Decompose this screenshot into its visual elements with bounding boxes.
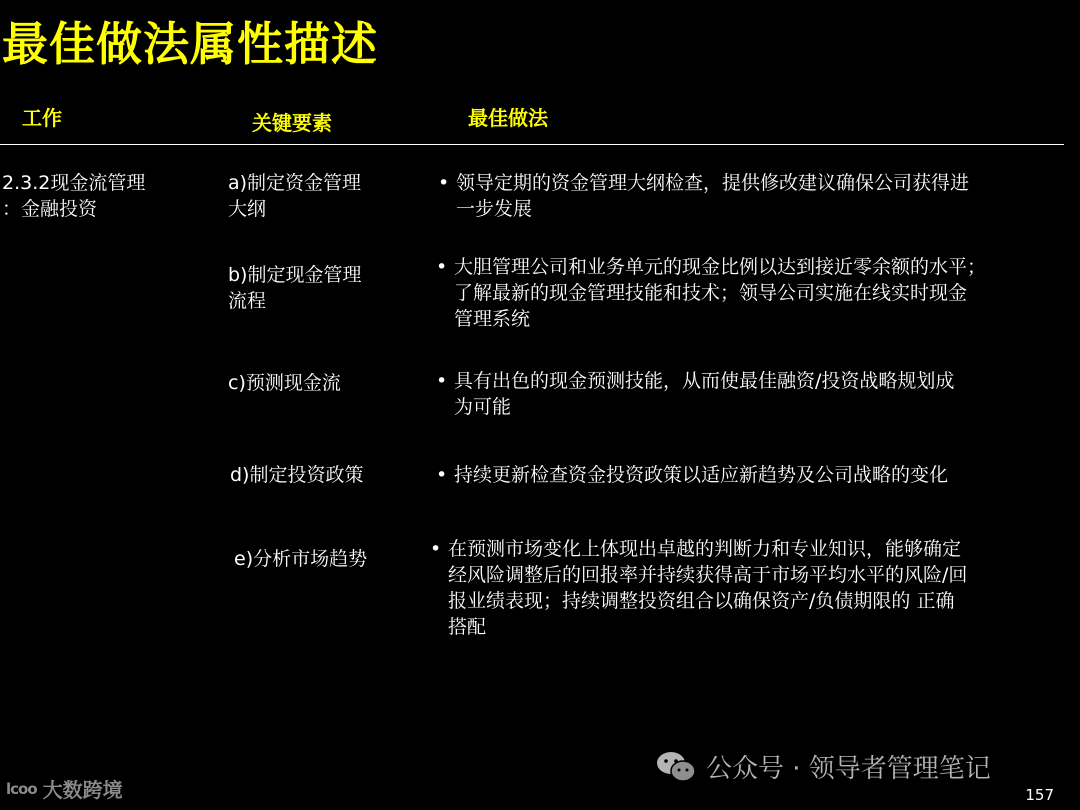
key-element-d [230,462,410,488]
key-element-e [234,546,414,572]
bullet-icon: • [436,256,448,278]
bullet-icon: • [438,172,450,194]
best-practice-a [438,170,1056,222]
wechat-watermark [656,748,991,785]
practice-line: 在预测市场变化上体现出卓越的判断力和专业知识，能够确定 [448,538,962,560]
key-element-a [228,170,408,222]
task-line: ：金融投资 [2,198,98,220]
brand-logo [6,774,123,803]
page-title: 最佳做法属性描述 [2,17,378,71]
header-work: 工作 [22,106,62,130]
header-best-practice: 最佳做法 [468,106,548,130]
brand-logo-mark: lcoo [6,779,37,798]
practice-line: 具有出色的现金预测技能，从而使最佳融资/投资战略规划成 [454,370,955,392]
best-practice-e [430,536,1048,640]
practice-line: 报业绩表现；持续调整投资组合以确保资产/负债期限的 正确 [448,590,955,612]
header-key-elements: 关键要素 [252,111,332,135]
key-element-line: 大纲 [228,198,267,220]
best-practice-b [436,254,1054,332]
key-element-line: a)制定资金管理 [228,172,362,194]
best-practice-d [436,462,1054,488]
practice-line: 了解最新的现金管理技能和技术；领导公司实施在线实时现金 [454,282,968,304]
key-element-line: d)制定投资政策 [230,464,364,486]
key-element-line: e)分析市场趋势 [234,548,368,570]
key-element-line: 流程 [228,290,267,312]
practice-line: 一步发展 [456,198,533,220]
practice-line: 持续更新检查资金投资政策以适应新趋势及公司战略的变化 [454,464,949,486]
key-element-line: b)制定现金管理 [228,264,362,286]
brand-logo-text: 大数跨境 [42,778,123,802]
watermark-text: 公众号 · 领导者管理笔记 [706,754,991,784]
bullet-icon: • [430,538,442,560]
header-divider [0,144,1064,145]
wechat-icon [656,750,698,784]
practice-line: 大胆管理公司和业务单元的现金比例以达到接近零余额的水平； [454,256,987,278]
practice-line: 管理系统 [454,308,531,330]
key-element-c [228,370,408,396]
key-element-line: c)预测现金流 [228,372,341,394]
bullet-icon: • [436,370,448,392]
practice-line: 经风险调整后的回报率并持续获得高于市场平均水平的风险/回 [448,564,968,586]
key-element-b [228,262,408,314]
page-number: 157 [1025,786,1054,804]
practice-line: 为可能 [454,396,512,418]
practice-line: 搭配 [448,616,487,638]
task-line: 2.3.2现金流管理 [2,172,146,194]
task-cell [2,170,182,222]
bullet-icon: • [436,464,448,486]
practice-line: 领导定期的资金管理大纲检查，提供修改建议确保公司获得进 [456,172,970,194]
best-practice-c [436,368,1054,420]
